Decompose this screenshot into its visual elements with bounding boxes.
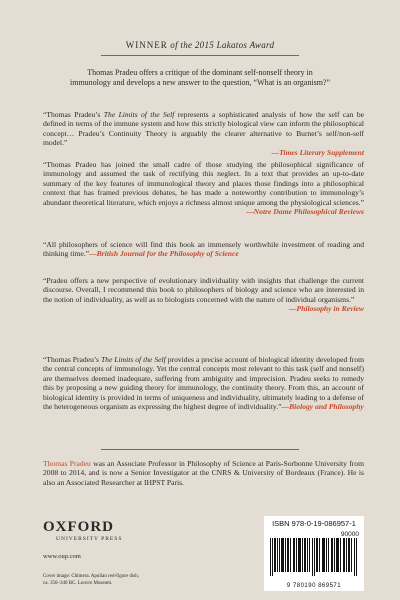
book-title: The Limits of the Self [103,110,175,119]
barcode [264,516,364,591]
isbn-label: ISBN 978-0-19-086957-1 [272,519,356,528]
intro-text: Thomas Pradeu offers a critique of the dominant self-nonself theory in immunology and develops a new answer to the question, “What is an organism?” [70,68,331,88]
award-line [0,40,400,50]
blurb-5: “Thomas Pradeu’s The Limits of the Self provides a precise account of biological identity developed from the central concepts of immunology. Yet the central concepts most relevant to this task (self and nonself) are themselves deemed inadequate, suffering from ambiguity and imprecision. Pradeu seeks to remedy this by proposing a new guiding theory for immunology, the continuity theory. From this, an account of biological identity is provided in terms of uniqueness and individuality, ultimately leading to a defense of the heterogeneous organism as expressing the highest degree of individuality.”—Biology and Philosophy [43,355,365,412]
top-rule [101,55,299,56]
author-bio: Thomas Pradeu was an Associate Professor in Philosophy of Science at Paris-Sorbonne University from 2008 to 2014, and is now a Senior Investigator at the CNRS & University of Bordeaux (France). He is also an Associated Researcher at IHPST Paris. [43,459,364,487]
blurb-source: —Philosophy in Review [288,304,364,314]
blurb-2: “Thomas Pradeu has joined the small cadre of those studying the philosophical significance of immunology and assumed the task of rectifying this neglect. In a text that provides an up-to-date summary of the key features of immunological theory and places those findings into a philosophical context that has framed previous debates, he has made a noteworthy contribution to immunology’s abundant theoretical literature, which enjoys a richness almost unique among the physiological sciences.” —Notre Dame Philosophical Reviews [43,160,364,217]
book-title: The Limits of the Self [100,355,166,364]
blurb-1: “Thomas Pradeu’s The Limits of the Self represents a sophisticated analysis of how the self can be defined in terms of the immune system and how this strictly biological view can inform the philosophical concept… Pradeu’s Continuity Theory is arguably the clearer alternative to Burnet’s self/non-self model.” —Times Literary Supplement [43,110,364,157]
author-name: Thomas Pradeu [43,459,91,468]
blurb-source: —Times Literary Supplement [271,147,364,157]
blurb-source: —Notre Dame Philosophical Reviews [246,207,364,217]
blurb-3: “All philosophers of science will find this book an immensely worthwhile investment of reading and thinking time.”—British Journal for the Philosophy of Science [43,240,364,259]
blurb-source: —Biology and Philosophy [281,402,364,412]
award-winner: WINNER [125,40,168,50]
bio-rule [101,449,299,450]
blurb-4: “Pradeu offers a new perspective of evolutionary individuality with insights that challenge the current discourse. Overall, I recommend this book to philosophers of biology and science who are interested in the notion of individuality, as well as to biologists concerned with the nature of individual organisms.” —Philosophy in Review [43,276,364,314]
price-code: 90000 [340,531,359,538]
barcode-bars-icon [270,538,358,576]
award-name: of the 2015 Lakatos Award [170,40,275,50]
publisher-url: www.oup.com [43,553,81,560]
publisher-subtitle: UNIVERSITY PRESS [56,536,123,542]
publisher-logo: OXFORD [43,519,114,535]
blurb-source: —British Journal for the Philosophy of Science [88,249,239,259]
barcode-digits: 9 780190 869571 [286,583,342,589]
cover-credit: Cover image: Chimera. Apulian red-figure dish, ca. 350–340 BC. Louvre Museum. [43,574,139,586]
